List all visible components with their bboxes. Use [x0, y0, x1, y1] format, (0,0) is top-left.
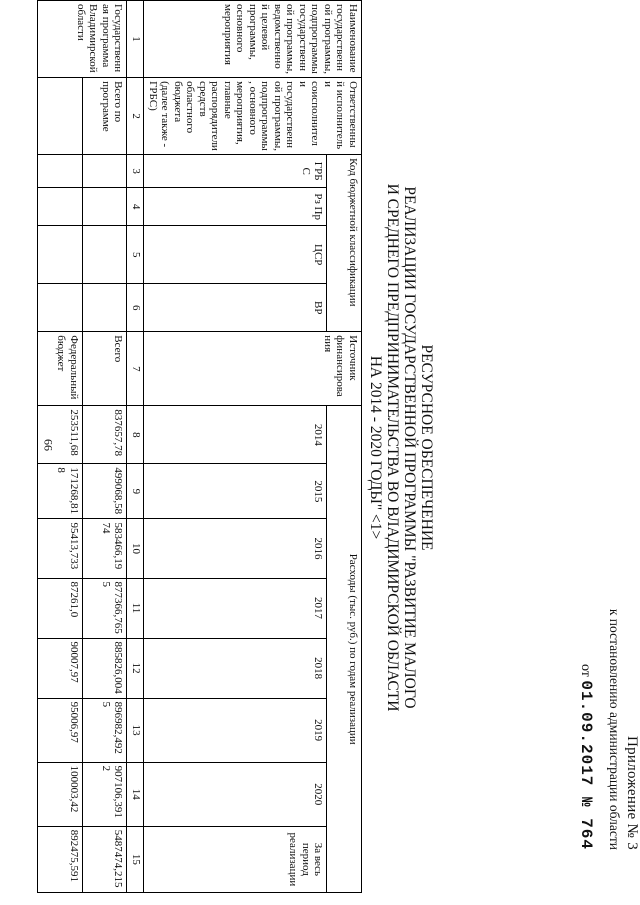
value-cell: 90007,97 — [38, 638, 83, 698]
title-line-2: РЕАЛИЗАЦИИ ГОСУДАРСТВЕННОЙ ПРОГРАММЫ "РАЗВИТИЕ МАЛОГО — [401, 186, 418, 709]
appendix-block — [577, 0, 640, 850]
appendix-date-number: 01.09.2017 № 764 — [577, 680, 595, 850]
header-year: 2020 — [144, 762, 327, 826]
resource-table — [38, 0, 363, 893]
value-cell: 5487474,215 — [83, 826, 128, 892]
column-number: 4 — [127, 188, 144, 226]
column-number: 7 — [127, 332, 144, 406]
appendix-date-prefix: от — [578, 663, 593, 677]
responsible-cell: Всего по программе — [83, 78, 128, 155]
column-number: 15 — [127, 826, 144, 892]
column-number: 5 — [127, 226, 144, 284]
vr-cell — [38, 284, 83, 332]
value-cell: 885826,004 — [83, 638, 128, 698]
value-cell: 896982,4925 — [83, 698, 128, 762]
rzpr-cell — [38, 188, 83, 226]
column-number: 10 — [127, 519, 144, 578]
csr-cell — [83, 226, 128, 284]
column-number: 12 — [127, 638, 144, 698]
title-line-1: РЕСУРСНОЕ ОБЕСПЕЧЕНИЕ — [418, 344, 435, 551]
column-number: 11 — [127, 578, 144, 638]
value-cell: 100003,42 — [38, 762, 83, 826]
table-row — [83, 1, 128, 893]
appendix-date — [577, 0, 594, 850]
column-number: 3 — [127, 155, 144, 188]
value-cell: 499068,58 — [83, 464, 128, 519]
value-cell: 171268,818 — [38, 464, 83, 519]
value-cell: 87261,0 — [38, 578, 83, 638]
header-budget-code: Код бюджетной классификации — [327, 155, 362, 332]
table-row — [38, 1, 83, 893]
vr-cell — [83, 284, 128, 332]
value-cell: 877366,7655 — [83, 578, 128, 638]
appendix-subtitle: к постановлению администрации области — [607, 608, 622, 850]
value-cell: 837657,78 — [83, 406, 128, 464]
header-grbs: ГРБС — [144, 155, 327, 188]
header-name: Наименование государственной программы, подпрограммы государственной программы, ведомственной целевой программы, основного мероприятия — [144, 1, 362, 78]
grbs-cell — [83, 155, 128, 188]
header-total: За весь период реализации — [144, 826, 327, 892]
header-responsible: Ответственный исполнитель и соисполнители государственной программы, подпрограммы, основного мероприятия, главные распорядители средств областного бюджета (далее также - ГРБС) — [144, 78, 362, 155]
source-cell: Всего — [83, 332, 128, 406]
header-vr: ВР — [144, 284, 327, 332]
rotated-page-content — [10, 0, 640, 895]
header-year: 2019 — [144, 698, 327, 762]
value-cell: 892475,591 — [38, 826, 83, 892]
value-cell: 253511,68 — [38, 406, 83, 464]
appendix-title: Приложение № 3 — [624, 735, 640, 850]
rzpr-cell — [83, 188, 128, 226]
program-name-cell: Государственная программа Владимирской области — [38, 1, 127, 78]
value-cell: 95006,97 — [38, 698, 83, 762]
header-year: 2018 — [144, 638, 327, 698]
header-rzpr: Рз Пр — [144, 188, 327, 226]
value-cell: 95413,733 — [38, 519, 83, 578]
column-number-row — [127, 1, 144, 893]
header-expenses: Расходы (тыс. руб.) по годам реализации — [327, 406, 362, 893]
column-number: 14 — [127, 762, 144, 826]
grbs-cell — [38, 155, 83, 188]
table-header-row-1 — [327, 1, 362, 893]
title-line-3: И СРЕДНЕГО ПРЕДПРИНИМАТЕЛЬСТВА ВО ВЛАДИМИРСКОЙ ОБЛАСТИ — [384, 183, 401, 712]
header-year: 2014 — [144, 406, 327, 464]
column-number: 13 — [127, 698, 144, 762]
csr-cell — [38, 226, 83, 284]
column-number: 6 — [127, 284, 144, 332]
value-cell: 583466,1974 — [83, 519, 128, 578]
header-csr: ЦСР — [144, 226, 327, 284]
document-title — [367, 0, 435, 895]
header-year: 2017 — [144, 578, 327, 638]
header-year: 2016 — [144, 519, 327, 578]
page-number: 66 — [41, 439, 56, 451]
header-year: 2015 — [144, 464, 327, 519]
value-cell: 907106,3912 — [83, 762, 128, 826]
column-number: 8 — [127, 406, 144, 464]
responsible-cell — [38, 78, 83, 155]
header-source: Источник финансирования — [144, 332, 362, 406]
column-number: 2 — [127, 78, 144, 155]
column-number: 1 — [127, 1, 144, 78]
column-number: 9 — [127, 464, 144, 519]
title-line-4: НА 2014 - 2020 ГОДЫ" <1> — [367, 355, 384, 540]
source-cell: Федеральный бюджет — [38, 332, 83, 406]
